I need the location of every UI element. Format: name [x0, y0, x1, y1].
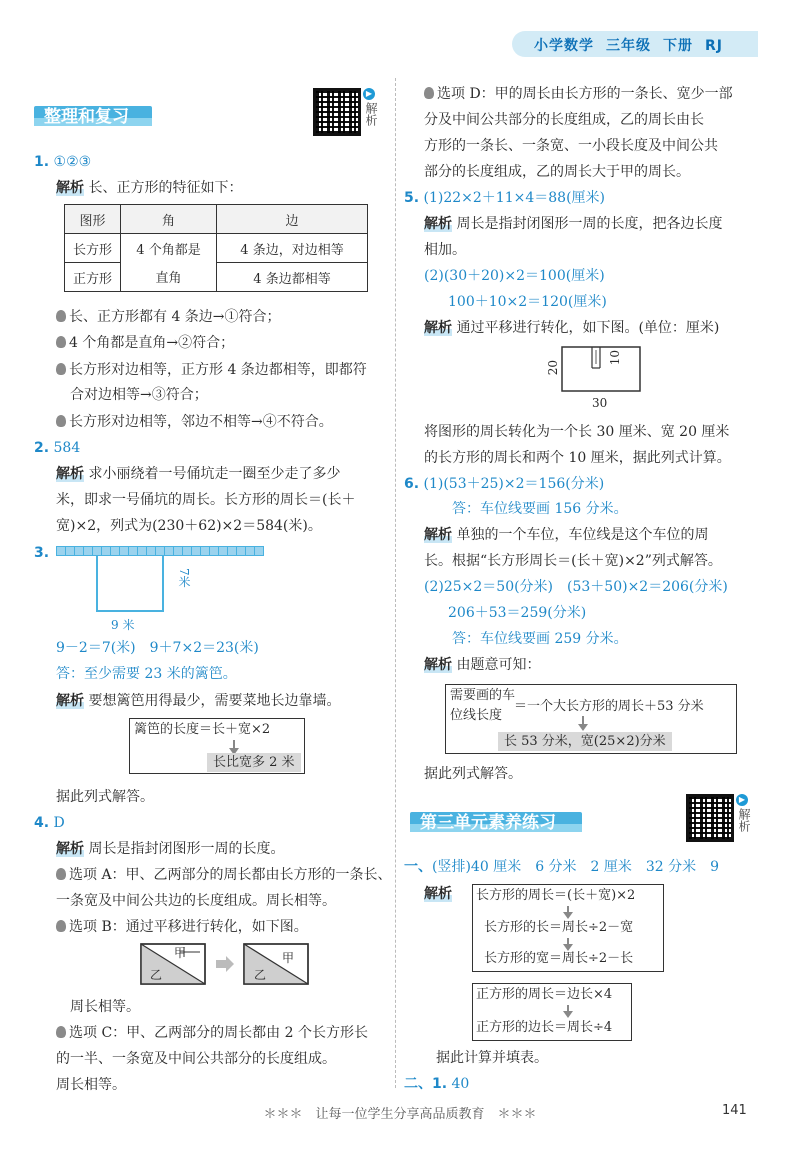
parking-dimensions: 长 53 分米，宽(25×2)分米: [498, 732, 672, 751]
garden-rect: [96, 556, 164, 612]
edition: RJ: [705, 38, 723, 54]
s1-number: 一、: [404, 859, 432, 875]
jiexi-label: 解析: [56, 180, 84, 196]
page-number: 141: [722, 1103, 747, 1118]
label-9m: 9 米: [111, 618, 135, 632]
qr-label: 解析: [737, 808, 751, 832]
q4-answer: D: [53, 815, 65, 831]
q2-answer: 584: [53, 440, 81, 456]
option-c-text: 周长相等。: [56, 1077, 126, 1093]
q3-number: 3.: [34, 545, 50, 561]
square-side-formula: 正方形的边长＝周长÷4: [476, 1020, 613, 1035]
label-yi: 乙: [254, 968, 267, 982]
parking-lhs-2: 位线长度: [450, 708, 503, 723]
s1-conclude: 据此计算并填表。: [436, 1050, 548, 1066]
q1-number: 1.: [34, 154, 50, 170]
table-cell: 直角: [121, 263, 217, 292]
label-jia: 甲: [174, 946, 187, 960]
option-d-text: 分及中间公共部分的长度组成，乙的周长由长: [424, 112, 704, 128]
option-a-text: 选项 A：甲、乙两部分的周长都由长方形的一条长、: [69, 867, 392, 883]
q5-text: 的长方形的周长和两个 10 厘米，据此列式计算。: [424, 450, 731, 466]
qr-code[interactable]: [313, 88, 361, 136]
bulb-icon: [424, 87, 434, 99]
q6-number: 6.: [404, 476, 420, 492]
rect-width-formula: 长方形的宽＝周长÷2－长: [484, 951, 634, 966]
q6-calc-2: (2)25×2＝50(分米) (53＋50)×2＝206(分米): [424, 579, 728, 595]
fence-formula: 篱笆的长度＝长＋宽×2: [134, 722, 271, 737]
option-b-conclude: 周长相等。: [70, 999, 140, 1015]
table-header: 角: [121, 205, 217, 234]
bulb-icon: [56, 336, 66, 348]
dim-30: 30: [592, 396, 608, 410]
q5-calc-2: (2)(30＋20)×2＝100(厘米): [424, 268, 605, 284]
table-cell: 4 条边都相等: [217, 263, 368, 292]
qr-code[interactable]: [686, 794, 734, 842]
option-d-text: 部分的长度组成，乙的周长大于甲的周长。: [424, 164, 690, 180]
label-7m: 7米: [177, 568, 191, 588]
jiexi-label: 解析: [424, 216, 452, 232]
jiexi-label: 解析: [56, 841, 84, 857]
q5-number: 5.: [404, 190, 420, 206]
jiexi-label: 解析: [424, 886, 452, 902]
label-jia: 甲: [282, 951, 295, 965]
s2-number: 二、1.: [404, 1076, 448, 1092]
q4-text: 周长是指封闭图形一周的长度。: [88, 841, 285, 857]
subject: 小学数学: [534, 38, 594, 54]
q3-conclude: 据此列式解答。: [56, 789, 154, 805]
q6-text: 单独的一个车位，车位线是这个车位的周: [456, 527, 709, 543]
bulb-icon: [56, 363, 66, 375]
q2-text: 求小丽绕着一号俑坑走一圈至少走了多少: [88, 466, 341, 482]
option-a-text: 一条宽及中间公共边的长度组成。周长相等。: [56, 893, 336, 909]
table-header: 边: [217, 205, 368, 234]
jiexi-label: 解析: [424, 657, 452, 673]
wall: [56, 546, 264, 556]
grade: 三年级: [606, 38, 651, 54]
bulb-icon: [56, 415, 66, 427]
q4-number: 4.: [34, 815, 50, 831]
table-cell: 4 条边，对边相等: [217, 234, 368, 263]
dim-20: 20: [546, 360, 560, 376]
bulb-icon: [56, 310, 66, 322]
q2-text: 宽)×2，列式为(230＋62)×2＝584(米)。: [56, 518, 322, 534]
s2-answer: 40: [451, 1076, 470, 1092]
q2-text: 米，即求一号俑坑的周长。长方形的周长＝(长＋: [56, 492, 356, 508]
book-info: [534, 35, 735, 55]
parking-formula: ＝一个大长方形的周长＋53 分米: [514, 699, 704, 714]
qr-label: 解析: [364, 102, 378, 126]
q5-text: 周长是指封闭图形一周的长度，把各边长度: [456, 216, 723, 232]
fence-condition: 长比宽多 2 米: [207, 753, 301, 772]
q6-answer-1: 答：车位线要画 156 分米。: [452, 501, 628, 517]
rect-perimeter-formula: 长方形的周长＝(长＋宽)×2: [476, 888, 636, 903]
play-icon: ▶: [736, 794, 748, 806]
q6-text: 由题意可知：: [456, 657, 541, 673]
s1-answers: (竖排)40 厘米 6 分米 2 厘米 32 分米 9: [432, 859, 720, 875]
volume: 下册: [663, 38, 693, 54]
option-d-text: 选项 D：甲的周长由长方形的一条长、宽少一部: [437, 86, 733, 102]
label-yi: 乙: [150, 968, 163, 982]
bulb-icon: [56, 920, 66, 932]
bullet-text: 长、正方形都有 4 条边→①符合；: [69, 309, 281, 325]
jiexi-label: 解析: [424, 527, 452, 543]
q3-calc: 9－2＝7(米) 9＋7×2＝23(米): [56, 640, 259, 656]
play-icon: ▶: [363, 88, 375, 100]
q6-answer-2: 答：车位线要画 259 分米。: [452, 631, 628, 647]
q1-intro: 长、正方形的特征如下：: [88, 180, 243, 196]
table-cell: 4 个角都是: [121, 234, 217, 263]
option-b-text: 选项 B：通过平移进行转化，如下图。: [69, 919, 308, 935]
table-cell: 长方形: [65, 234, 121, 263]
q5-text: 将图形的周长转化为一个长 30 厘米、宽 20 厘米: [424, 424, 730, 440]
bullet-text: 长方形对边相等，正方形 4 条边都相等，即都符: [69, 362, 367, 378]
q6-calc-3: 206＋53＝259(分米): [448, 605, 587, 621]
parking-lhs-1: 需要画的车: [450, 688, 516, 703]
bullet-text: 合对边相等→③符合；: [70, 387, 208, 403]
option-c-text: 的一半、一条宽及中间公共部分的长度组成。: [56, 1051, 336, 1067]
jiexi-label: 解析: [424, 320, 452, 336]
option-d-text: 方形的一条长、一条宽、一小段长度及中间公共: [424, 138, 718, 154]
q3-text: 要想篱笆用得最少，需要菜地长边靠墙。: [88, 693, 341, 709]
option-c-text: 选项 C：甲、乙两部分的周长都由 2 个长方形长: [69, 1025, 368, 1041]
jiexi-label: 解析: [56, 466, 84, 482]
square-perimeter-formula: 正方形的周长＝边长×4: [476, 987, 613, 1002]
jiexi-label: 解析: [56, 693, 84, 709]
q5-calc-3: 100＋10×2＝120(厘米): [448, 294, 607, 310]
arrow-down-icon: [563, 1011, 573, 1018]
bulb-icon: [56, 868, 66, 880]
table-cell: 正方形: [65, 263, 121, 292]
dim-10: 10: [608, 350, 622, 366]
q3-answer: 答：至少需要 23 米的篱笆。: [56, 666, 237, 682]
q5-text: 通过平移进行转化，如下图。(单位：厘米): [456, 320, 720, 336]
bullet-text: 长方形对边相等，邻边不相等→④不符合。: [69, 414, 333, 430]
q6-conclude: 据此列式解答。: [424, 766, 522, 782]
feature-table: [64, 204, 368, 292]
bullet-text: 4 个角都是直角→②符合；: [69, 335, 235, 351]
q6-text: 长。根据“长方形周长＝(长＋宽)×2”列式解答。: [424, 553, 722, 569]
q5-text: 相加。: [424, 242, 466, 258]
q2-number: 2.: [34, 440, 50, 456]
column-divider: [395, 78, 396, 1088]
section-title-review: 整理和复习: [44, 107, 129, 127]
section-title-unit3: 第三单元素养练习: [420, 813, 556, 833]
bulb-icon: [56, 1026, 66, 1038]
q6-calc-1: (1)(53＋25)×2＝156(分米): [423, 476, 605, 492]
arrow-down-icon: [578, 724, 588, 731]
rect-length-formula: 长方形的长＝周长÷2－宽: [484, 920, 634, 935]
q5-calc-1: (1)22×2＋11×4＝88(厘米): [423, 190, 605, 206]
q1-answer: ①②③: [53, 154, 92, 170]
table-header: 图形: [65, 205, 121, 234]
footer-slogan: ＊＊＊ 让每一位学生分享高品质教育 ＊＊＊: [263, 1107, 537, 1122]
